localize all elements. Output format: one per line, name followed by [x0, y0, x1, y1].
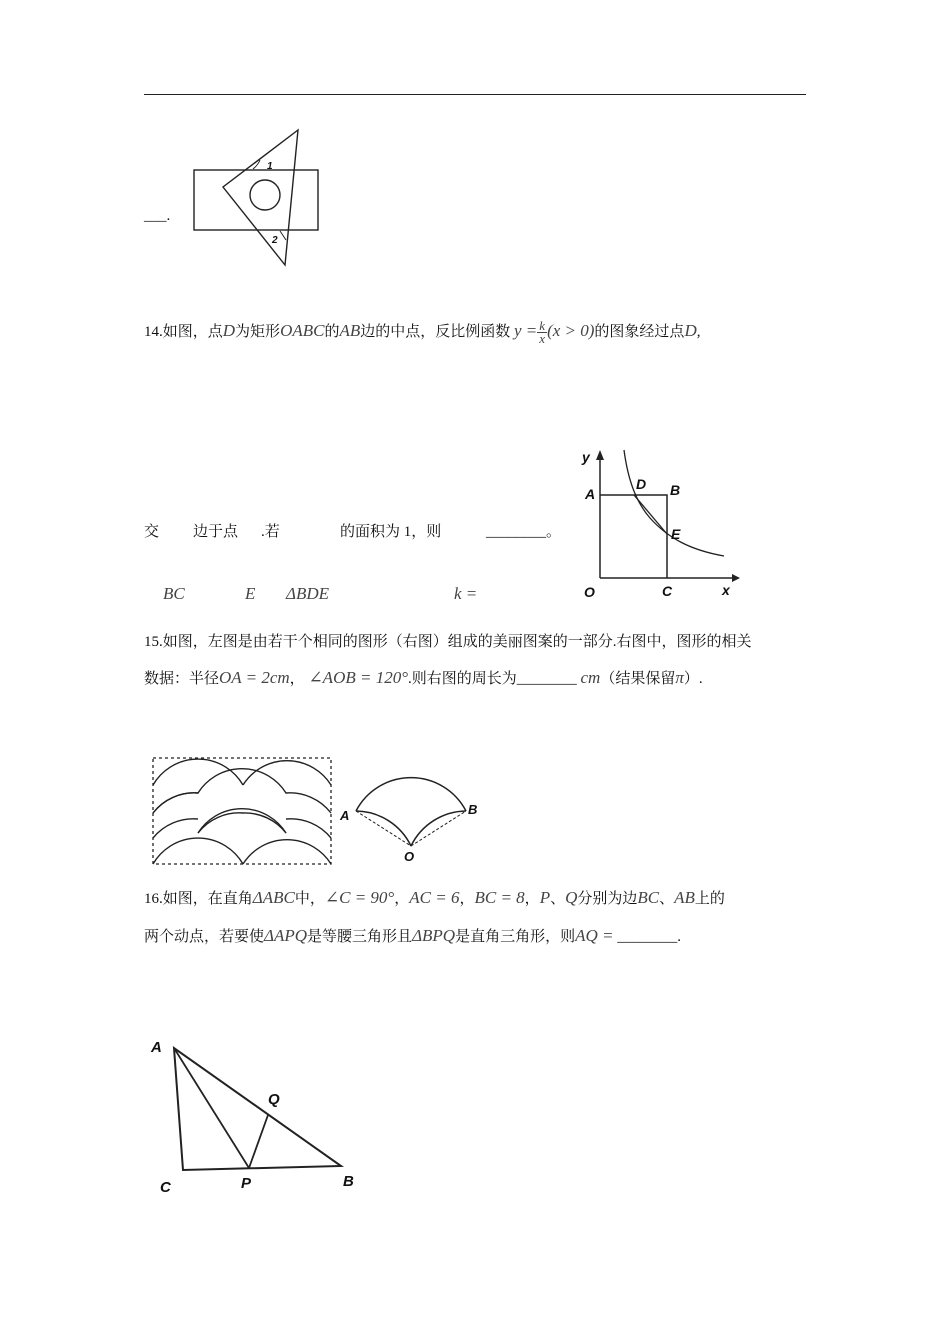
q15-line1: 15.如图，左图是由若干个相同的图形（右图）组成的美丽图案的一部分.右图中，图形的相关	[144, 634, 752, 650]
q16-text: 中，	[294, 891, 325, 907]
q16-math-bc: BC	[637, 888, 660, 907]
q16-text: 16.如图，在直角	[144, 891, 253, 907]
q14-math-e: E	[245, 584, 256, 603]
q14-label-x: x	[722, 582, 730, 598]
q15-outer-arc	[356, 778, 466, 811]
q14-label-a: A	[585, 486, 596, 502]
q14-x-arrow	[732, 574, 740, 582]
q16-math-bpq: ΔBPQ	[412, 926, 456, 945]
q15-text: 数据：半径	[144, 671, 220, 687]
q14-answer-blank	[486, 522, 561, 542]
q16-segment-pq	[249, 1115, 268, 1168]
q16-math-p: P	[539, 888, 551, 907]
q14-func-k: k	[539, 318, 546, 333]
q16-label-a: A	[151, 1039, 162, 1056]
q16-text: 两个动点，若要使	[144, 929, 265, 945]
q15-text: （结果保留	[600, 671, 676, 687]
q16-label-q: Q	[268, 1091, 280, 1108]
q13-figure	[190, 125, 325, 270]
q14-func-fraction	[537, 320, 547, 345]
q15-pi: π	[675, 668, 684, 687]
q14-label-o: O	[584, 584, 595, 600]
q16-math-ab: AB	[674, 888, 695, 907]
q16-math-abc: ΔABC	[252, 888, 295, 907]
q14-text: 14.如图，点	[144, 323, 223, 340]
q14-func-condition: (x > 0)	[547, 320, 595, 340]
q15-label-b: B	[468, 802, 478, 817]
q14-text-ruo: .若	[261, 524, 280, 540]
q14-text-jiao: 交	[144, 524, 160, 540]
q16-answer-blank: ________	[617, 929, 678, 945]
q14-text: 边的中点，反比例函数	[360, 323, 511, 340]
q14-text: ,	[696, 323, 701, 340]
q16-label-c: C	[160, 1179, 171, 1196]
q13-angle-2-arc	[280, 231, 286, 240]
q15-math-angle: ∠AOB = 120°	[308, 668, 408, 687]
q14-func-x: x	[539, 331, 546, 346]
q14-label-e: E	[671, 526, 681, 542]
q16-triangle-figure	[145, 1030, 365, 1200]
q16-text: 上的	[694, 891, 725, 907]
q14-label-y: y	[582, 449, 590, 465]
q15-answer-blank: ________	[516, 671, 577, 687]
q16-text: ，	[394, 891, 410, 907]
q15-dashed-frame	[153, 758, 331, 864]
q15-label-a: A	[340, 808, 350, 823]
q16-text: 分别为边	[577, 891, 638, 907]
q16-math-aq: AQ =	[575, 926, 614, 945]
q15-text: .则右图的周长为	[408, 671, 517, 687]
q16-label-p: P	[241, 1175, 252, 1192]
q15-label-o: O	[404, 849, 415, 864]
q14-line1	[144, 320, 700, 345]
q14-func-y: y =	[514, 320, 538, 340]
q14-text: 。	[546, 524, 562, 540]
q16-text: ，	[459, 891, 475, 907]
q13-triangle	[223, 130, 298, 265]
q16-text: 是等腰三角形且	[307, 929, 413, 945]
q14-point-d: D	[684, 320, 697, 340]
q16-text: 、	[659, 891, 675, 907]
q15-text: ，	[289, 671, 305, 687]
q15-shape-figure	[336, 770, 486, 865]
q14-text: 的	[324, 323, 340, 340]
q13-circle	[250, 180, 280, 210]
q13-label-1: 1	[267, 161, 273, 172]
q14-math-bde: ΔBDE	[286, 584, 330, 603]
q15-pattern-figure	[148, 753, 336, 869]
q14-rectangle	[600, 495, 667, 578]
q14-label-b: B	[670, 482, 681, 498]
q14-text-area: 的面积为 1，则	[340, 524, 442, 540]
q16-text: ，	[524, 891, 540, 907]
q14-text: 的图象经过点	[594, 323, 685, 340]
q16-segment-ap	[174, 1048, 249, 1168]
q14-label-d: D	[636, 476, 647, 492]
q15-unit: cm	[580, 668, 601, 687]
q14-blank: ________	[486, 524, 546, 540]
q16-triangle-abc	[174, 1048, 341, 1170]
q15-math-oa: OA = 2cm	[219, 668, 290, 687]
header-rule	[144, 94, 806, 95]
q16-math-angle-c: ∠C = 90°	[324, 888, 395, 907]
q15-scallops	[153, 759, 331, 864]
q14-rect-oabc: OABC	[280, 320, 325, 340]
q16-line2	[144, 926, 681, 947]
q15-radius-ob	[411, 811, 466, 846]
q13-answer-blank: ___.	[144, 208, 171, 224]
q15-text: ）.	[683, 671, 703, 687]
q14-point-d: D	[222, 320, 236, 340]
q14-graph	[570, 440, 745, 605]
q13-label-2: 2	[272, 235, 278, 246]
q15-radius-oa	[356, 811, 411, 846]
q16-math-q: Q	[565, 888, 578, 907]
q14-math-bc: BC	[163, 584, 185, 603]
q16-line1	[144, 888, 725, 909]
q14-side-ab: AB	[339, 320, 361, 340]
q13-rectangle	[194, 170, 318, 230]
q14-label-c: C	[662, 583, 673, 599]
q16-label-b: B	[343, 1173, 354, 1190]
q14-text-bian: 边于点	[193, 524, 239, 540]
q14-y-arrow	[596, 450, 604, 460]
q16-math-bc: BC = 8	[474, 888, 525, 907]
q14-math-k: k =	[454, 584, 478, 603]
q16-math-ac: AC = 6	[409, 888, 460, 907]
q15-line2	[144, 668, 703, 689]
q14-text: 为矩形	[235, 323, 281, 340]
q16-math-apq: ΔAPQ	[264, 926, 308, 945]
q16-text: .	[677, 929, 681, 945]
q16-text: 是直角三角形，则	[455, 929, 576, 945]
q16-text: 、	[550, 891, 566, 907]
